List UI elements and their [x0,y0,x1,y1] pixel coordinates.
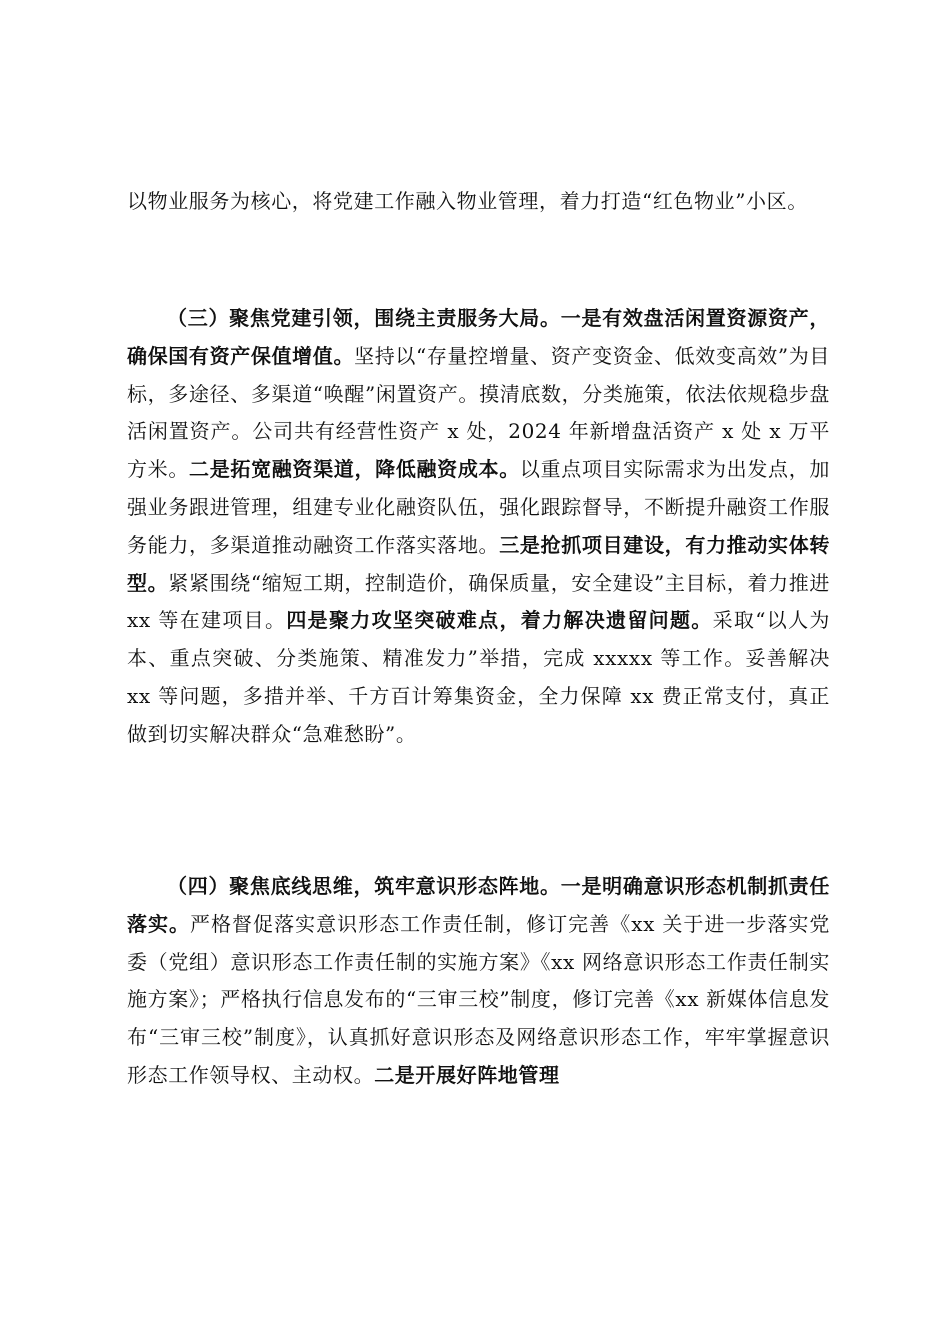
section-4-heading: （四）聚焦底线思维，筑牢意识形态阵地。 [167,874,561,898]
section-3-point1-title: 一是有效盘活闲置资源资产，确保国有资产保值增值。 [127,306,830,368]
section-3-point3-body: 紧紧围绕“缩短工期，控制造价，确保质量，安全建设”主目标，着力推进 xx 等在建项目。 [127,570,831,633]
section-3-point3-title: 三是抢抓项目建设，有力推动实体转型。 [127,532,830,595]
continuation-text: 以物业服务为核心，将党建工作融入物业管理，着力打造“红色物业”小区。 [127,189,808,213]
continuation-paragraph [127,183,830,221]
section-3-paragraph [127,300,830,754]
section-3-point4-body: 采取“以人为本、重点突破、分类施策、精准发力”举措，完成 xxxxx 等工作。妥善解决 xx 等问题，多措并举、千方百计筹集资金，全力保障 xx 费正常支付，真正做到切实解决群众“急难愁盼”。 [127,608,831,746]
section-4-point1-body: 严格督促落实意识形态工作责任制，修订完善《xx 关于进一步落实党委（党组）意识形态工作责任制的实施方案》《xx 网络意识形态工作责任制实施方案》；严格执行信息发布的“三审三校”制度，修订完善《xx 新媒体信息发布“三审三校”制度》，认真抓好意识形态及网络意识形态工作，牢牢掌握意识形态工作领导权、主动权。 [127,911,830,1087]
section-3-point2-title: 二是拓宽融资渠道，降低融资成本。 [189,457,520,482]
section-3-point2-body: 以重点项目实际需求为出发点，加强业务跟进管理，组建专业化融资队伍，强化跟踪督导，不断提升融资工作服务能力，多渠道推动融资工作落实落地。 [127,457,830,557]
section-3-point1-body: 坚持以“存量控增量、资产变资金、低效变高效”为目标，多途径、多渠道“唤醒”闲置资产。摸清底数，分类施策，依法依规稳步盘活闲置资产。公司共有经营性资产 x 处，2024 年新增盘活资产 x 处 x 万平方米。 [127,343,830,482]
section-4-paragraph [127,868,830,1095]
section-4-point2-title: 二是开展好阵地管理 [374,1062,560,1087]
section-3-heading: （三）聚焦党建引领，围绕主责服务大局。 [167,306,561,330]
section-3-point4-title: 四是聚力攻坚突破难点，着力解决遗留问题。 [286,608,713,633]
section-4-point1-title: 一是明确意识形态机制抓责任落实。 [127,874,830,936]
